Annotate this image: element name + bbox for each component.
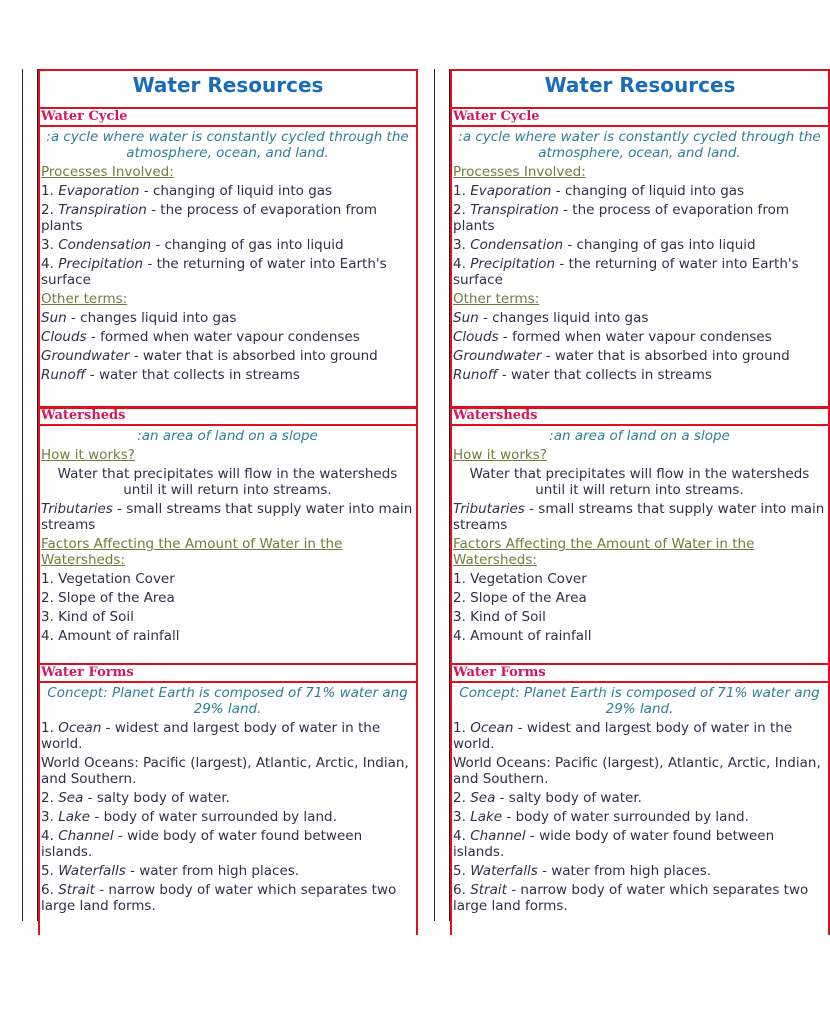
other-terms-label: Other terms: <box>41 291 128 307</box>
how-it-works-label: How it works? <box>41 447 135 463</box>
water-forms-heading: Water Forms <box>453 665 546 680</box>
list-item: 3. Lake - body of water surrounded by land. <box>41 809 337 825</box>
list-item: 2. Transpiration - the process of evaporation from plants <box>41 202 377 234</box>
processes-label: Processes Involved: <box>41 164 174 180</box>
list-item: 1. Ocean - widest and largest body of water in the world. <box>453 720 793 752</box>
water-forms-section <box>450 663 830 935</box>
list-item: 3. Condensation - changing of gas into liquid <box>453 237 756 253</box>
section-divider <box>452 125 828 127</box>
section-divider <box>452 681 828 683</box>
water-cycle-section <box>38 107 418 409</box>
list-item: Sun - changes liquid into gas <box>453 310 649 326</box>
water-cycle-section <box>450 107 830 409</box>
page-left <box>22 69 418 921</box>
list-item: 2. Sea - salty body of water. <box>453 790 642 806</box>
water-cycle-definition: :a cycle where water is constantly cycled through the atmosphere, ocean, and land. <box>46 129 409 161</box>
list-item: 4. Amount of rainfall <box>41 628 180 644</box>
how-it-works-label: How it works? <box>453 447 547 463</box>
list-item: 1. Vegetation Cover <box>41 571 175 587</box>
list-item: 2. Transpiration - the process of evaporation from plants <box>453 202 789 234</box>
list-item: 6. Strait - narrow body of water which separates two large land forms. <box>453 882 809 914</box>
water-forms-heading: Water Forms <box>41 665 134 680</box>
list-item: 4. Amount of rainfall <box>453 628 592 644</box>
page-gutter <box>434 69 450 921</box>
how-it-works-text: Water that precipitates will flow in the watersheds until it will return into streams. <box>57 466 398 498</box>
factors-label: Factors Affecting the Amount of Water in the Watersheds: <box>41 536 343 568</box>
list-item: 4. Channel - wide body of water found between islands. <box>453 828 775 860</box>
list-item: 2. Sea - salty body of water. <box>41 790 230 806</box>
water-cycle-definition: :a cycle where water is constantly cycled through the atmosphere, ocean, and land. <box>458 129 821 161</box>
list-item: 4. Precipitation - the returning of water into Earth's surface <box>453 256 799 288</box>
list-item: 6. Strait - narrow body of water which separates two large land forms. <box>41 882 397 914</box>
list-item: 4. Channel - wide body of water found between islands. <box>41 828 363 860</box>
watersheds-heading: Watersheds <box>453 408 538 423</box>
list-item: Groundwater - water that is absorbed into ground <box>453 348 790 364</box>
watersheds-section <box>450 406 830 665</box>
list-item: 1. Evaporation - changing of liquid into gas <box>41 183 333 199</box>
page-title: Water Resources <box>544 73 736 97</box>
list-item: Clouds - formed when water vapour condenses <box>453 329 772 345</box>
tributaries-item: Tributaries - small streams that supply water into main streams <box>453 501 825 533</box>
list-item: 5. Waterfalls - water from high places. <box>41 863 300 879</box>
reviewer-page-duplicate <box>450 69 828 921</box>
page-gutter <box>22 69 38 921</box>
list-item: Runoff - water that collects in streams <box>41 367 300 383</box>
world-oceans: World Oceans: Pacific (largest), Atlantic, Arctic, Indian, and Southern. <box>453 755 821 787</box>
world-oceans: World Oceans: Pacific (largest), Atlantic, Arctic, Indian, and Southern. <box>41 755 409 787</box>
watersheds-definition: :an area of land on a slope <box>549 428 730 444</box>
water-forms-concept: Concept: Planet Earth is composed of 71% water ang 29% land. <box>47 685 408 717</box>
reviewer-page <box>38 69 416 921</box>
list-item: 1. Evaporation - changing of liquid into gas <box>453 183 745 199</box>
list-item: Sun - changes liquid into gas <box>41 310 237 326</box>
watersheds-section <box>38 406 418 665</box>
watersheds-definition: :an area of land on a slope <box>137 428 318 444</box>
list-item: Clouds - formed when water vapour condenses <box>41 329 360 345</box>
list-item: 3. Lake - body of water surrounded by land. <box>453 809 749 825</box>
list-item: 1. Ocean - widest and largest body of water in the world. <box>41 720 381 752</box>
list-item: 4. Precipitation - the returning of water into Earth's surface <box>41 256 387 288</box>
water-cycle-heading: Water Cycle <box>41 109 128 124</box>
list-item: 3. Kind of Soil <box>41 609 134 625</box>
watersheds-heading: Watersheds <box>41 408 126 423</box>
list-item: 5. Waterfalls - water from high places. <box>453 863 712 879</box>
section-divider <box>40 681 416 683</box>
list-item: 1. Vegetation Cover <box>453 571 587 587</box>
section-divider <box>452 424 828 426</box>
page-right <box>434 69 825 921</box>
list-item: 2. Slope of the Area <box>453 590 587 606</box>
section-divider <box>40 424 416 426</box>
other-terms-label: Other terms: <box>453 291 540 307</box>
list-item: 3. Condensation - changing of gas into liquid <box>41 237 344 253</box>
water-forms-concept: Concept: Planet Earth is composed of 71% water ang 29% land. <box>459 685 820 717</box>
water-cycle-heading: Water Cycle <box>453 109 540 124</box>
list-item: 3. Kind of Soil <box>453 609 546 625</box>
page-title: Water Resources <box>132 73 324 97</box>
factors-label: Factors Affecting the Amount of Water in the Watersheds: <box>453 536 755 568</box>
water-forms-section <box>38 663 418 935</box>
section-divider <box>40 125 416 127</box>
processes-label: Processes Involved: <box>453 164 586 180</box>
list-item: 2. Slope of the Area <box>41 590 175 606</box>
title-box <box>38 69 418 109</box>
tributaries-item: Tributaries - small streams that supply water into main streams <box>41 501 413 533</box>
list-item: Runoff - water that collects in streams <box>453 367 712 383</box>
how-it-works-text: Water that precipitates will flow in the watersheds until it will return into streams. <box>469 466 810 498</box>
list-item: Groundwater - water that is absorbed into ground <box>41 348 378 364</box>
title-box <box>450 69 830 109</box>
